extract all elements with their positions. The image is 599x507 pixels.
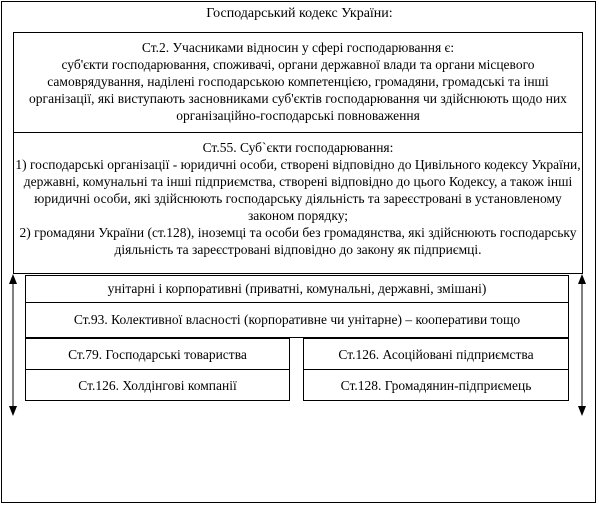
- article-126-associated-cell: Ст.126. Асоційовані підприємства: [303, 338, 569, 370]
- article-79-cell: Ст.79. Господарські товариства: [25, 338, 290, 370]
- article-2-text: суб'єкти господарювання, споживачі, органи державної влади та органи місцевого самоврядування, наділені господарською компетенцією, громадяни, громадські та інші організації, які виступають засновниками суб'єктів господарювання чи здійснюють щодо них організаційно-господарські повноваження: [29, 57, 567, 123]
- article-55-item-1: 1) господарські організації - юридичні особи, створені відповідно до Цивільного кодексу України, державні, комунальні та інші підприємства, створені відповідно до цього Кодексу, а також інші юридичні особи, які здійснюють господарську діяльність та зареєстровані в установленому законом порядку;: [15, 157, 581, 223]
- right-double-arrow: [578, 274, 586, 416]
- diagram-title: Господарський кодекс України:: [206, 6, 393, 21]
- article-55-heading: Ст.55. Суб`єкти господарювання:: [202, 140, 394, 155]
- article-55-item-2: 2) громадяни України (ст.128), іноземці та особи без громадянства, які здійснюють господарську діяльність та зареєстровані відповідно до закону як підприємці.: [19, 225, 577, 257]
- article-93-row: Ст.93. Колективної власності (корпоративне чи унітарне) – кооперативи тощо: [25, 302, 569, 338]
- article-128-cell: Ст.128. Громадянин-підприємець: [303, 369, 569, 401]
- article-2-heading: Ст.2. Учасниками відносин у сфері господарювання є:: [141, 40, 455, 55]
- left-double-arrow: [9, 274, 17, 416]
- unitary-corporate-row: унітарні і корпоративні (приватні, комунальні, державні, змішані): [25, 275, 569, 303]
- article-126-holding-cell: Ст.126. Холдінгові компанії: [25, 369, 290, 401]
